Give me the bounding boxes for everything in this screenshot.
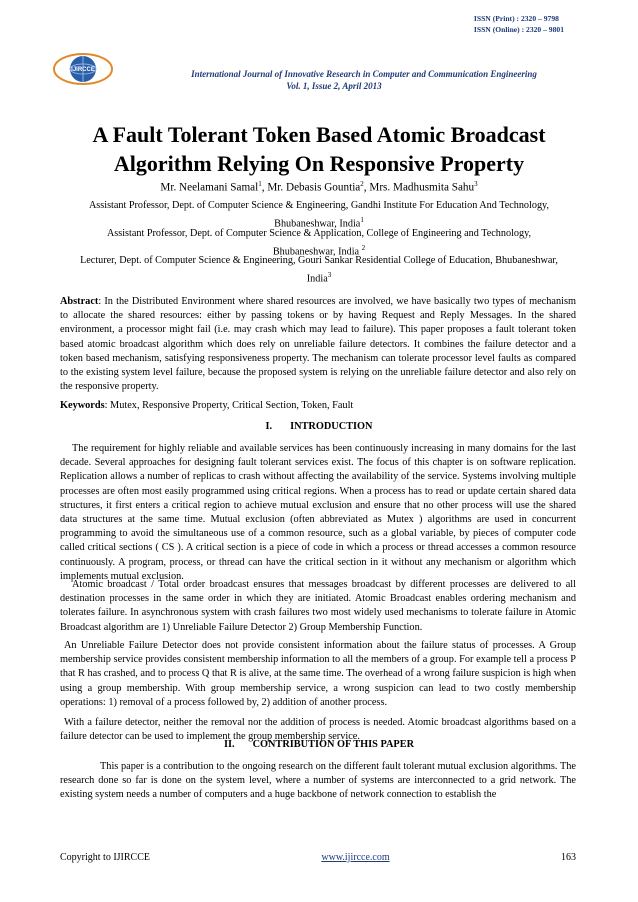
author-2: Mr. Debasis Gountia	[267, 181, 361, 194]
affiliation-1-line-2: Bhubaneshwar, India	[274, 218, 361, 230]
footer-url-link[interactable]: www.ijircce.com	[321, 852, 390, 863]
keywords	[60, 399, 576, 413]
affiliation-2-line-2: Bhubaneshwar, India	[272, 246, 360, 258]
section-2-title: CONTRIBUTION OF THIS PAPER	[252, 739, 415, 750]
section-1-paragraph-2: Atomic broadcast / Total order broadcast ensures that messages broadcast by different processes are delivered to all destination processes in the same order in which they are initiated. Atomic Broadcast enables ordering mechanism and tolerates failure. In asynchronous system with crash failures two most widely used mechanisms to tolerate failure in Atomic Broadcast algorithm are 1) Unreliable Failure Detector 2) Group Membership Function.	[60, 579, 576, 633]
author-3: Mrs. Madhusmita Sahu	[369, 181, 475, 194]
affiliation-2-sup: 2	[361, 244, 366, 252]
abstract	[60, 295, 576, 394]
page-footer	[60, 852, 576, 863]
author-list: Mr. Neelamani Samal$^1$, Mr. Debasis Gountia$^2$, Mrs. Madhusmita Sahu$^3$	[160, 180, 478, 194]
affiliation-3-line-1: Lecturer, Dept. of Computer Science & Engineering, Gouri Sankar Residential College of Education, Bhubaneshwar,	[80, 255, 558, 266]
paper-title	[30, 120, 608, 178]
affiliation-3-sup: 3	[327, 271, 332, 279]
section-1-paragraph-3: An Unreliable Failure Detector does not provide consistent information about the failure status of processes. A Group membership service provides consistent membership information to all the members of a group. For example tell a process P that R has crashed, and to process Q that R is alive, at the same time. The overhead of a wrong failure suspicion is high when using a group membership. With group membership service, a wrong suspicion can lead to two costly membership operations: 1) removal of a process followed by, 2) addition of another process.	[60, 640, 576, 708]
keywords-text: : Mutex, Responsive Property, Critical Section, Token, Fault	[104, 400, 354, 411]
author-1: Mr. Neelamani Samal	[160, 181, 259, 194]
author-3-sup: 3	[474, 180, 478, 188]
affiliation-2-line-1: Assistant Professor, Dept. of Computer Science & Application, College of Engineering and Technology,	[106, 228, 532, 239]
author-1-sup: 1	[258, 180, 262, 188]
section-1-paragraph-4: With a failure detector, neither the removal nor the addition of process is needed. Atomic broadcast algorithms based on a failure detector can be used to implement the group membership service.	[60, 717, 576, 743]
section-1-title: INTRODUCTION	[290, 421, 373, 432]
logo-text: IJIRCCE	[71, 67, 95, 73]
affiliation-1-sup: 1	[360, 216, 364, 224]
section-2-number: II.	[223, 739, 235, 750]
affiliation-3-line-2: India	[306, 273, 328, 285]
affiliation-1-line-1: Assistant Professor, Dept. of Computer Science & Engineering, Gandhi Institute For Education And Technology,	[88, 200, 550, 211]
section-1-paragraph-1: The requirement for highly reliable and available services has been continuously increasing in many domains for the last decade. Several approaches for designing fault tolerant services exist. The focus of this chapter is on software replication. Replication allows a number of replicas to crash without affecting the availability of the service. Systems involving multiple processes are often most easily programmed using critical regions. When a process has to read or update certain shared data structures, it first enters a critical region to achieve mutual exclusion and ensure that no other process will use the shared data structures at the same time. Mutual exclusion (often abbreviated as Mutex ) algorithms are used in concurrent programming to avoid the simultaneous use of a common resource, such as a global variable, by pieces of computer code called critical sections ( CS ). A critical section is a piece of code in which a process or thread accesses a common resource continuously. A program, process, or thread can have the critical section in it without any mechanism or algorithm which implements mutual exclusion.	[60, 443, 576, 582]
title-line-2: Algorithm Relying On Responsive Property	[113, 151, 525, 176]
issn-block	[474, 13, 564, 35]
affiliation-3	[20, 254, 618, 286]
issn-online: ISSN (Online) : 2320 – 9801	[473, 25, 564, 34]
issn-print: ISSN (Print) : 2320 – 9798	[473, 14, 559, 23]
section-2-paragraph-1: This paper is a contribution to the ongoing research on the different fault tolerant mutual exclusion algorithms. The research done so far is done on the system level, where a number of systems are interconnected to a grid network. The existing system needs a number of computers and a huge backbone of network connection to establish the	[60, 761, 576, 801]
footer-page-number: 163	[560, 852, 576, 863]
section-1-heading	[0, 421, 638, 432]
author-2-sup: 2	[360, 180, 364, 188]
section-2-heading	[0, 739, 638, 750]
abstract-label: Abstract	[60, 296, 99, 307]
journal-header	[0, 68, 638, 92]
journal-name: International Journal of Innovative Research in Computer and Communication Engineering	[191, 69, 537, 79]
journal-volume: Vol. 1, Issue 2, April 2013	[286, 81, 382, 91]
title-line-1: A Fault Tolerant Token Based Atomic Broadcast	[92, 122, 546, 147]
abstract-text: : In the Distributed Environment where shared resources are involved, we have basically two types of mechanism to allocate the shared resources: either by passing tokens or by having Request and Reply Messages. In the shared environment, a processor might fail (i.e. may crash which may lead to failure). This paper proposes a fault tolerant token based atomic broadcast algorithm which does rely on unreliable failure detectors. It combines the failure detector and a token based mechanism, satisfying responsiveness property. The mechanism can tolerate processor level faults as compared to the existing system level failure, because the proposed system is relying on the unreliable failure detector and also rely on the responsive property.	[60, 296, 576, 393]
section-1-number: I.	[265, 421, 273, 432]
footer-copyright: Copyright to IJIRCCE	[60, 852, 151, 863]
keywords-label: Keywords	[60, 400, 105, 411]
